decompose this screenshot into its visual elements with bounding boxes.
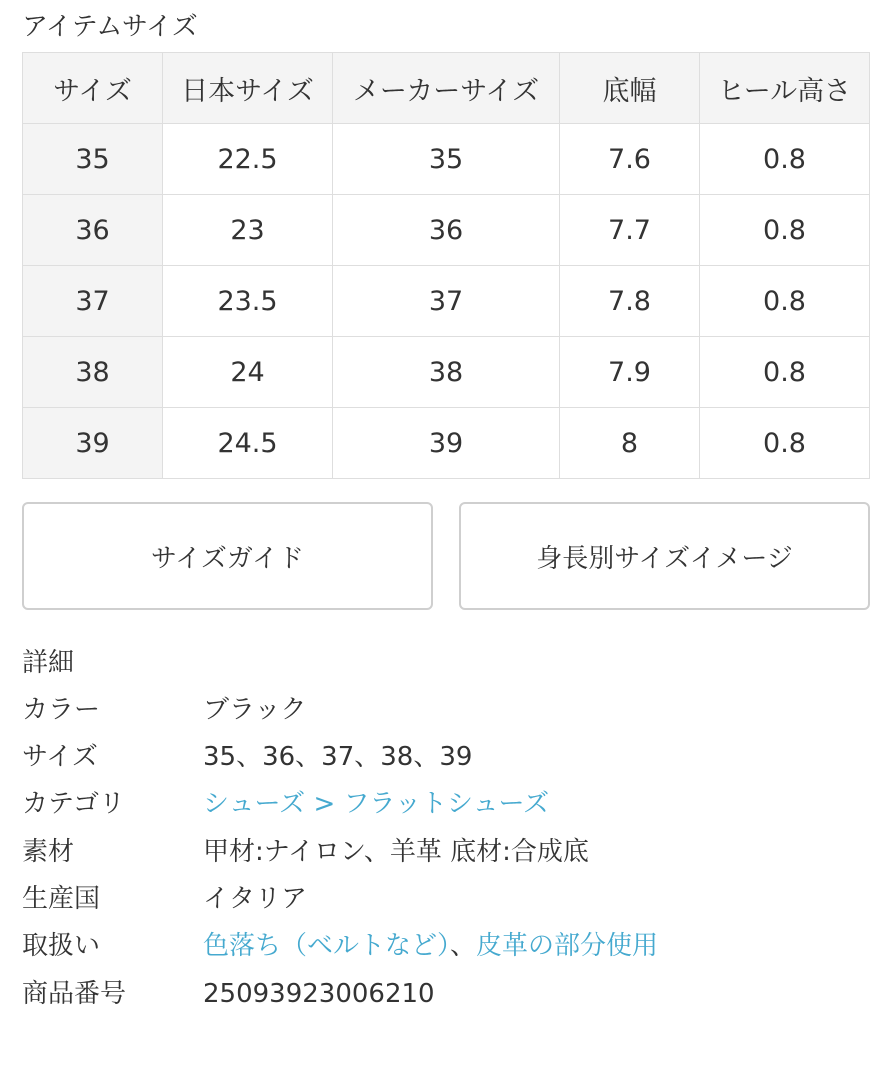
table-cell: 7.6 [560,124,700,195]
column-header: 日本サイズ [163,53,333,124]
care-link-color-fading[interactable]: 色落ち（ベルトなど） [203,931,451,961]
table-cell: 24.5 [163,408,333,479]
detail-value: 35、36、37、38、39 [203,742,473,772]
detail-row-category [22,783,872,825]
table-cell: 0.8 [700,408,870,479]
table-cell: 36 [333,195,560,266]
height-size-image-button[interactable] [459,502,870,610]
table-cell: 23 [163,195,333,266]
table-cell: 8 [560,408,700,479]
table-cell: 37 [23,266,163,337]
detail-value: ブラック [203,695,307,725]
table-cell: 36 [23,195,163,266]
table-row [23,195,870,266]
table-cell: 0.8 [700,337,870,408]
detail-row-product-number [22,973,872,1015]
table-row [23,266,870,337]
details-title: 詳細 [22,648,75,678]
detail-label: サイズ [22,742,98,772]
table-header-row [23,53,870,124]
category-link[interactable]: シューズ > フラットシューズ [203,789,550,819]
table-cell: 39 [23,408,163,479]
size-table [22,52,870,479]
detail-label: カテゴリ [22,789,125,819]
table-cell: 0.8 [700,124,870,195]
detail-row-origin [22,878,872,920]
table-cell: 35 [23,124,163,195]
item-size-title: アイテムサイズ [22,12,198,42]
table-row [23,337,870,408]
table-cell: 22.5 [163,124,333,195]
detail-row-size [22,736,872,778]
table-row [23,124,870,195]
care-separator: 、 [450,931,477,961]
column-header: サイズ [23,53,163,124]
detail-label: 素材 [22,837,75,867]
care-link-leather-parts[interactable]: 皮革の部分使用 [476,931,659,961]
height-size-image-label: 身長別サイズイメージ [536,543,793,574]
table-cell: 38 [333,337,560,408]
table-cell: 0.8 [700,266,870,337]
column-header: ヒール高さ [700,53,870,124]
table-cell: 24 [163,337,333,408]
table-row [23,408,870,479]
detail-label: カラー [22,695,101,725]
column-header: メーカーサイズ [333,53,560,124]
table-cell: 7.7 [560,195,700,266]
care-values [203,925,658,967]
table-cell: 38 [23,337,163,408]
table-cell: 37 [333,266,560,337]
detail-value: 25093923006210 [203,979,435,1009]
table-cell: 7.9 [560,337,700,408]
detail-label: 商品番号 [22,979,127,1009]
detail-value: イタリア [203,884,308,914]
table-cell: 23.5 [163,266,333,337]
detail-label: 取扱い [22,931,101,961]
detail-value: 甲材:ナイロン、羊革 底材:合成底 [203,837,589,867]
detail-row-color [22,689,872,731]
table-cell: 7.8 [560,266,700,337]
size-guide-label: サイズガイド [150,543,305,574]
size-guide-button[interactable] [22,502,433,610]
table-cell: 39 [333,408,560,479]
table-cell: 35 [333,124,560,195]
table-cell: 0.8 [700,195,870,266]
detail-row-material [22,831,872,873]
detail-row-care [22,925,872,967]
detail-label: 生産国 [22,884,101,914]
column-header: 底幅 [560,53,700,124]
